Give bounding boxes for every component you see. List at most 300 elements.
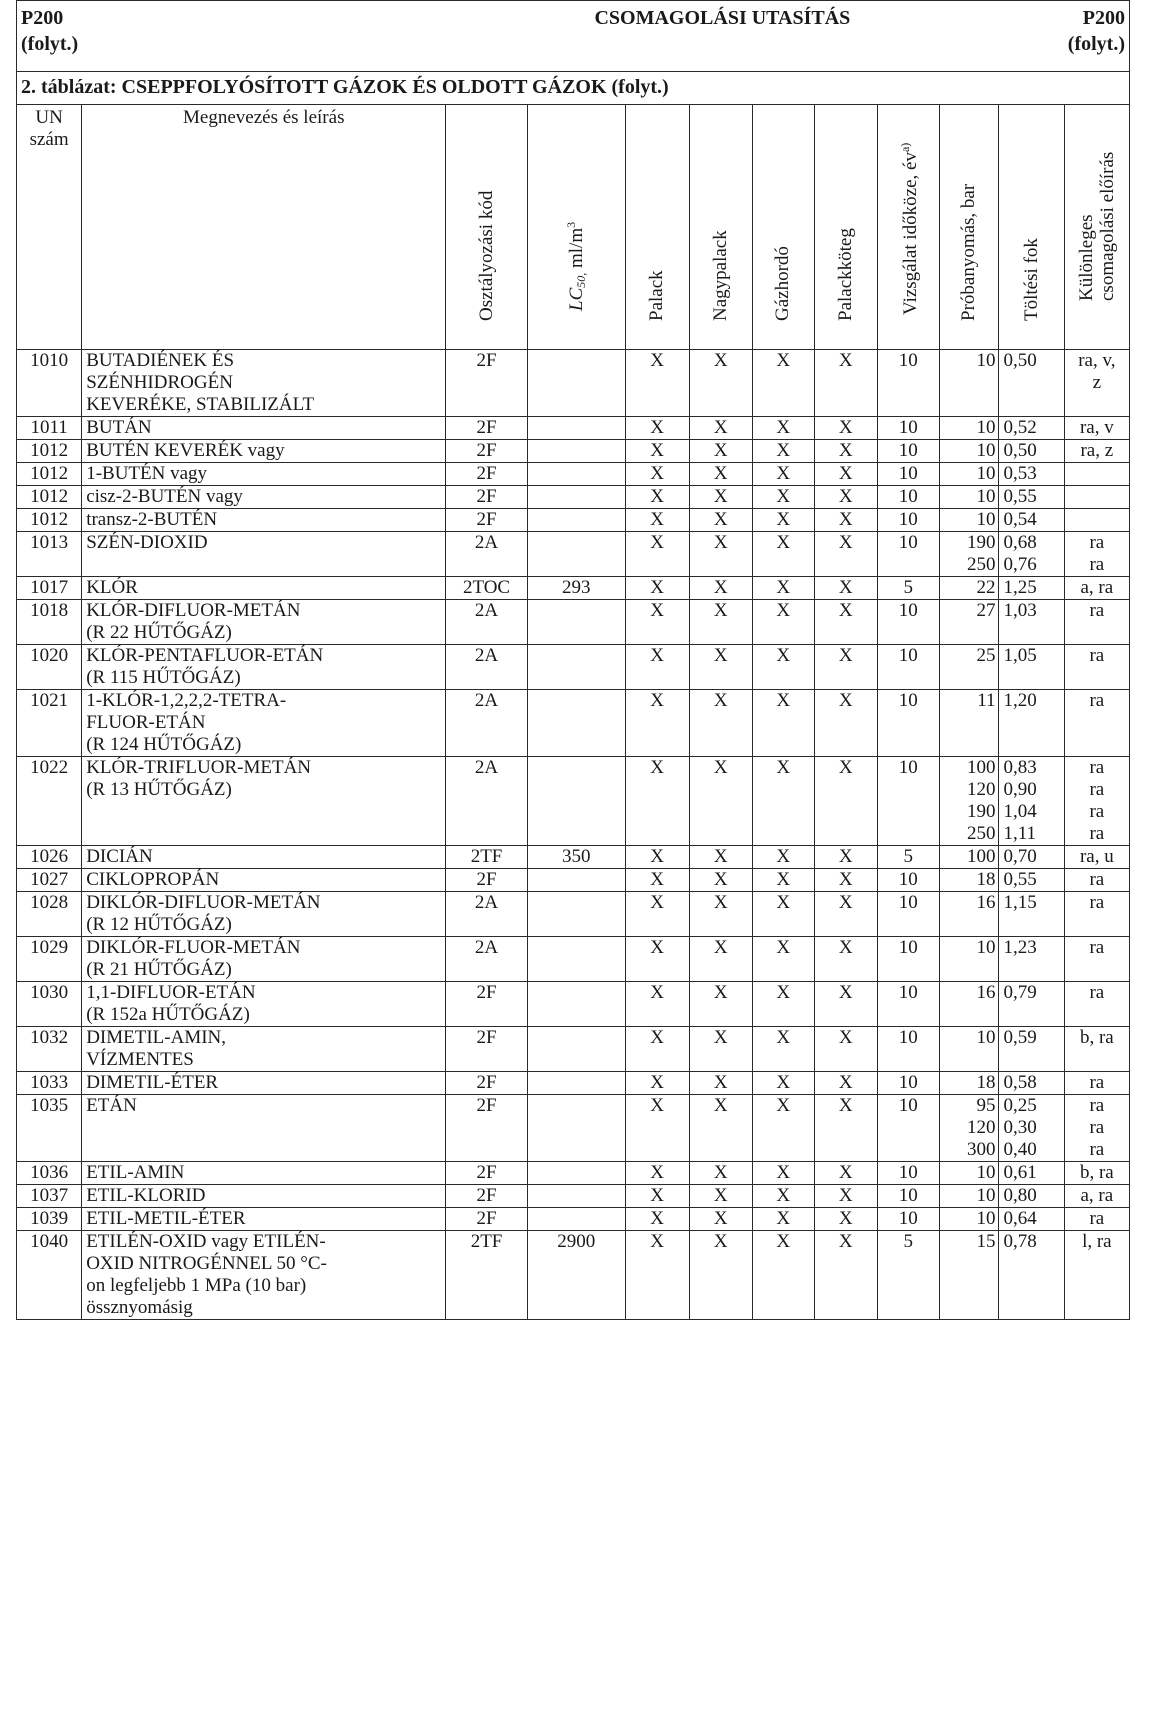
cell-nagypalack: X bbox=[689, 937, 752, 982]
cell-vizsgalat: 10 bbox=[877, 645, 939, 690]
cell-name bbox=[82, 892, 446, 937]
cell-toltesi-line: 1,05 bbox=[1003, 645, 1037, 666]
cell-kulonleges bbox=[1064, 1162, 1129, 1185]
cell-lc50 bbox=[527, 463, 625, 486]
cell-toltesi-line: 0,79 bbox=[1003, 982, 1037, 1003]
cell-name bbox=[82, 645, 446, 690]
cell-un: 1030 bbox=[17, 982, 82, 1027]
table-row bbox=[17, 463, 1130, 486]
cell-toltesi bbox=[999, 463, 1064, 486]
cell-palackkoteg: X bbox=[814, 440, 877, 463]
cell-palack: X bbox=[625, 509, 689, 532]
cell-vizsgalat: 10 bbox=[877, 486, 939, 509]
cell-toltesi bbox=[999, 1027, 1064, 1072]
cell-toltesi-line: 0,59 bbox=[1003, 1027, 1037, 1048]
cell-probanyomas bbox=[939, 690, 999, 757]
cell-nagypalack: X bbox=[689, 486, 752, 509]
table-title: 2. táblázat: CSEPPFOLYÓSÍTOTT GÁZOK ÉS OLDOTT GÁZOK (folyt.) bbox=[17, 72, 1130, 105]
cell-kulonleges bbox=[1064, 869, 1129, 892]
cell-vizsgalat: 10 bbox=[877, 1072, 939, 1095]
cell-toltesi-line: 1,20 bbox=[1003, 690, 1037, 711]
cell-name-line: ETIL-AMIN bbox=[86, 1162, 185, 1183]
cell-probanyomas-line: 190 bbox=[966, 801, 996, 822]
cell-kulonleges-line: ra bbox=[1089, 1208, 1105, 1229]
cell-toltesi-line: 0,55 bbox=[1003, 486, 1037, 507]
cell-un: 1039 bbox=[17, 1208, 82, 1231]
cell-toltesi-line: 1,23 bbox=[1003, 937, 1037, 958]
cell-name-line: VÍZMENTES bbox=[86, 1049, 194, 1070]
cell-gazhordo: X bbox=[752, 463, 814, 486]
cell-class-code: 2F bbox=[446, 1208, 528, 1231]
cell-palack: X bbox=[625, 1208, 689, 1231]
cell-class-code: 2A bbox=[446, 645, 528, 690]
cell-lc50 bbox=[527, 417, 625, 440]
cell-palack: X bbox=[625, 645, 689, 690]
table-row bbox=[17, 982, 1130, 1027]
cell-probanyomas-line: 10 bbox=[976, 486, 996, 507]
cell-palack: X bbox=[625, 1095, 689, 1162]
cell-nagypalack: X bbox=[689, 892, 752, 937]
cell-nagypalack: X bbox=[689, 600, 752, 645]
cell-name-line: össznyomásig bbox=[86, 1297, 193, 1318]
cell-toltesi bbox=[999, 486, 1064, 509]
cell-probanyomas-line: 250 bbox=[966, 554, 996, 575]
cell-probanyomas-line: 10 bbox=[976, 1185, 996, 1206]
cell-toltesi-line: 1,04 bbox=[1003, 801, 1037, 822]
cell-palackkoteg: X bbox=[814, 350, 877, 417]
cell-probanyomas bbox=[939, 1231, 999, 1320]
cell-name-line: (R 13 HŰTŐGÁZ) bbox=[86, 779, 232, 800]
cell-probanyomas bbox=[939, 577, 999, 600]
col-header-palackkoteg-text: Palackköteg bbox=[834, 228, 856, 321]
cell-vizsgalat: 10 bbox=[877, 937, 939, 982]
page-title-text: CSOMAGOLÁSI UTASÍTÁS bbox=[594, 7, 851, 29]
cell-gazhordo: X bbox=[752, 1095, 814, 1162]
cell-probanyomas bbox=[939, 937, 999, 982]
cell-class-code: 2F bbox=[446, 1185, 528, 1208]
table-row bbox=[17, 532, 1130, 577]
cell-toltesi-line: 1,03 bbox=[1003, 600, 1037, 621]
cell-name bbox=[82, 690, 446, 757]
cell-vizsgalat: 10 bbox=[877, 690, 939, 757]
cell-toltesi-line: 0,25 bbox=[1003, 1095, 1037, 1116]
cell-lc50 bbox=[527, 982, 625, 1027]
cell-kulonleges-line: ra bbox=[1089, 532, 1105, 553]
cell-palackkoteg: X bbox=[814, 892, 877, 937]
cell-class-code: 2F bbox=[446, 1027, 528, 1072]
cell-palackkoteg: X bbox=[814, 1162, 877, 1185]
col-header-name: Megnevezés és leírás bbox=[82, 105, 446, 350]
cell-probanyomas bbox=[939, 600, 999, 645]
cell-lc50 bbox=[527, 892, 625, 937]
cell-name bbox=[82, 869, 446, 892]
cell-nagypalack: X bbox=[689, 417, 752, 440]
cell-name bbox=[82, 600, 446, 645]
cell-name-line: 1,1-DIFLUOR-ETÁN bbox=[86, 982, 256, 1003]
cell-palack: X bbox=[625, 417, 689, 440]
cell-palackkoteg: X bbox=[814, 1208, 877, 1231]
cell-kulonleges bbox=[1064, 937, 1129, 982]
cell-class-code: 2F bbox=[446, 982, 528, 1027]
cell-nagypalack: X bbox=[689, 757, 752, 846]
cell-kulonleges bbox=[1064, 892, 1129, 937]
cell-name-line: BUTÉN KEVERÉK vagy bbox=[86, 440, 285, 461]
table-row bbox=[17, 1095, 1130, 1162]
page-header-row bbox=[17, 1, 1130, 72]
cell-name-line: ETIL-KLORID bbox=[86, 1185, 206, 1206]
cell-toltesi-line: 0,68 bbox=[1003, 532, 1037, 553]
cell-palack: X bbox=[625, 690, 689, 757]
cell-lc50 bbox=[527, 1185, 625, 1208]
cell-toltesi-line: 1,11 bbox=[1003, 823, 1037, 844]
cell-name-line: transz-2-BUTÉN bbox=[86, 509, 218, 530]
col-header-vizsgalat-text bbox=[894, 143, 922, 315]
cell-toltesi bbox=[999, 600, 1064, 645]
cell-un: 1018 bbox=[17, 600, 82, 645]
table-row bbox=[17, 600, 1130, 645]
cell-name-line: KLÓR-DIFLUOR-METÁN bbox=[86, 600, 301, 621]
cell-probanyomas-line: 10 bbox=[976, 440, 996, 461]
cell-toltesi bbox=[999, 350, 1064, 417]
packing-table bbox=[16, 0, 1130, 1320]
cell-nagypalack: X bbox=[689, 846, 752, 869]
col-header-gazhordo bbox=[752, 105, 814, 350]
cell-toltesi-line: 0,54 bbox=[1003, 509, 1037, 530]
cell-kulonleges-line: ra bbox=[1089, 1117, 1105, 1138]
col-header-palackkoteg bbox=[814, 105, 877, 350]
cell-vizsgalat: 10 bbox=[877, 440, 939, 463]
cell-un: 1026 bbox=[17, 846, 82, 869]
cell-name-line: (R 22 HŰTŐGÁZ) bbox=[86, 622, 232, 643]
cell-name bbox=[82, 486, 446, 509]
col-header-un-line1: UN bbox=[35, 107, 63, 128]
cell-name bbox=[82, 1027, 446, 1072]
cell-probanyomas bbox=[939, 532, 999, 577]
cell-toltesi-line: 1,25 bbox=[1003, 577, 1037, 598]
cell-nagypalack: X bbox=[689, 509, 752, 532]
cell-kulonleges-line: ra, u bbox=[1079, 846, 1114, 867]
cell-vizsgalat: 10 bbox=[877, 1185, 939, 1208]
cell-vizsgalat: 10 bbox=[877, 350, 939, 417]
cell-class-code: 2F bbox=[446, 1095, 528, 1162]
cell-gazhordo: X bbox=[752, 1027, 814, 1072]
cell-class-code: 2A bbox=[446, 937, 528, 982]
cell-class-code: 2A bbox=[446, 892, 528, 937]
cell-un: 1012 bbox=[17, 509, 82, 532]
cell-vizsgalat: 10 bbox=[877, 463, 939, 486]
cell-kulonleges bbox=[1064, 982, 1129, 1027]
cell-nagypalack: X bbox=[689, 869, 752, 892]
cell-class-code: 2A bbox=[446, 532, 528, 577]
table-row bbox=[17, 645, 1130, 690]
col-header-class-code bbox=[446, 105, 528, 350]
table-row bbox=[17, 1072, 1130, 1095]
cell-un: 1012 bbox=[17, 440, 82, 463]
cell-probanyomas bbox=[939, 982, 999, 1027]
cell-probanyomas-line: 10 bbox=[976, 1162, 996, 1183]
lc50-unit: ml/m bbox=[566, 227, 588, 273]
cell-toltesi bbox=[999, 690, 1064, 757]
cell-name-line: CIKLOPROPÁN bbox=[86, 869, 220, 890]
cell-un: 1036 bbox=[17, 1162, 82, 1185]
cell-kulonleges-line: ra bbox=[1089, 1095, 1105, 1116]
cell-kulonleges bbox=[1064, 350, 1129, 417]
cell-toltesi bbox=[999, 1185, 1064, 1208]
cell-un: 1035 bbox=[17, 1095, 82, 1162]
cell-name-line: ETILÉN-OXID vagy ETILÉN- bbox=[86, 1231, 326, 1252]
cell-nagypalack: X bbox=[689, 982, 752, 1027]
cell-kulonleges-line: ra bbox=[1089, 600, 1105, 621]
cell-lc50 bbox=[527, 1208, 625, 1231]
cell-palackkoteg: X bbox=[814, 1095, 877, 1162]
cell-toltesi bbox=[999, 1208, 1064, 1231]
cell-vizsgalat: 10 bbox=[877, 1095, 939, 1162]
cell-nagypalack: X bbox=[689, 645, 752, 690]
cell-toltesi bbox=[999, 417, 1064, 440]
cell-gazhordo: X bbox=[752, 577, 814, 600]
cell-name-line: BUTÁN bbox=[86, 417, 152, 438]
cell-toltesi bbox=[999, 1095, 1064, 1162]
cell-palack: X bbox=[625, 869, 689, 892]
vizsgalat-label: Vizsgálat időköze, év bbox=[900, 152, 922, 315]
cell-lc50 bbox=[527, 645, 625, 690]
cell-toltesi-line: 0,53 bbox=[1003, 463, 1037, 484]
cell-gazhordo: X bbox=[752, 350, 814, 417]
cell-probanyomas-line: 300 bbox=[966, 1139, 996, 1160]
cell-gazhordo: X bbox=[752, 1162, 814, 1185]
cell-lc50: 293 bbox=[527, 577, 625, 600]
col-header-nagypalack-text: Nagypalack bbox=[709, 230, 731, 321]
cell-kulonleges bbox=[1064, 1208, 1129, 1231]
cell-name bbox=[82, 1185, 446, 1208]
cell-probanyomas bbox=[939, 1185, 999, 1208]
cell-toltesi bbox=[999, 869, 1064, 892]
cell-toltesi bbox=[999, 1072, 1064, 1095]
cell-un: 1020 bbox=[17, 645, 82, 690]
cell-probanyomas bbox=[939, 1162, 999, 1185]
cell-toltesi-line: 0,50 bbox=[1003, 440, 1037, 461]
cell-palackkoteg: X bbox=[814, 690, 877, 757]
cell-nagypalack: X bbox=[689, 1185, 752, 1208]
cell-palack: X bbox=[625, 1072, 689, 1095]
cell-palackkoteg: X bbox=[814, 577, 877, 600]
cell-palackkoteg: X bbox=[814, 645, 877, 690]
col-header-toltesi-text: Töltési fok bbox=[1020, 238, 1042, 321]
cell-vizsgalat: 10 bbox=[877, 509, 939, 532]
cell-name bbox=[82, 577, 446, 600]
page-title bbox=[446, 1, 999, 72]
cell-toltesi-line: 0,55 bbox=[1003, 869, 1037, 890]
kulonleges-line1: Különleges bbox=[1075, 214, 1097, 301]
cell-un: 1012 bbox=[17, 463, 82, 486]
table-row bbox=[17, 1027, 1130, 1072]
cell-palackkoteg: X bbox=[814, 937, 877, 982]
cell-nagypalack: X bbox=[689, 1162, 752, 1185]
cell-name bbox=[82, 440, 446, 463]
cell-class-code: 2TF bbox=[446, 1231, 528, 1320]
cell-probanyomas-line: 250 bbox=[966, 823, 996, 844]
table-row bbox=[17, 417, 1130, 440]
cell-toltesi bbox=[999, 532, 1064, 577]
cell-probanyomas-line: 120 bbox=[966, 1117, 996, 1138]
cell-vizsgalat: 10 bbox=[877, 1027, 939, 1072]
cell-vizsgalat: 10 bbox=[877, 869, 939, 892]
cell-lc50 bbox=[527, 600, 625, 645]
cell-gazhordo: X bbox=[752, 982, 814, 1027]
cell-palackkoteg: X bbox=[814, 869, 877, 892]
table-title-row bbox=[17, 72, 1130, 105]
cell-un: 1013 bbox=[17, 532, 82, 577]
cell-probanyomas-line: 10 bbox=[976, 463, 996, 484]
cell-nagypalack: X bbox=[689, 577, 752, 600]
cell-palackkoteg: X bbox=[814, 1185, 877, 1208]
cell-palack: X bbox=[625, 1185, 689, 1208]
cell-vizsgalat: 10 bbox=[877, 982, 939, 1027]
cell-palack: X bbox=[625, 757, 689, 846]
cell-un: 1017 bbox=[17, 577, 82, 600]
cell-vizsgalat: 10 bbox=[877, 417, 939, 440]
table-row bbox=[17, 440, 1130, 463]
kulonleges-line2: csomagolási előírás bbox=[1096, 151, 1118, 301]
cell-class-code: 2A bbox=[446, 690, 528, 757]
cell-name-line: (R 152a HŰTŐGÁZ) bbox=[86, 1004, 250, 1025]
col-header-probanyomas bbox=[939, 105, 999, 350]
cell-toltesi bbox=[999, 509, 1064, 532]
cell-name-line: KLÓR bbox=[86, 577, 138, 598]
cell-kulonleges bbox=[1064, 509, 1129, 532]
table-row bbox=[17, 486, 1130, 509]
cell-kulonleges-line: ra, v bbox=[1079, 417, 1114, 438]
cell-probanyomas-line: 15 bbox=[976, 1231, 996, 1252]
cell-name-line: OXID NITROGÉNNEL 50 °C- bbox=[86, 1253, 327, 1274]
cell-name bbox=[82, 417, 446, 440]
cell-probanyomas-line: 22 bbox=[976, 577, 996, 598]
cell-lc50 bbox=[527, 486, 625, 509]
cell-toltesi bbox=[999, 1231, 1064, 1320]
cell-class-code: 2TF bbox=[446, 846, 528, 869]
page-header-left bbox=[17, 1, 446, 72]
cell-palack: X bbox=[625, 532, 689, 577]
cell-name bbox=[82, 509, 446, 532]
cell-palack: X bbox=[625, 486, 689, 509]
table-row bbox=[17, 690, 1130, 757]
cell-probanyomas bbox=[939, 509, 999, 532]
cell-kulonleges bbox=[1064, 1072, 1129, 1095]
table-row bbox=[17, 509, 1130, 532]
lc50-prefix: LC bbox=[566, 287, 588, 311]
cell-name bbox=[82, 757, 446, 846]
cell-name-line: on legfeljebb 1 MPa (10 bar) bbox=[86, 1275, 307, 1296]
col-header-palack bbox=[625, 105, 689, 350]
cell-kulonleges bbox=[1064, 577, 1129, 600]
cell-kulonleges bbox=[1064, 1027, 1129, 1072]
cell-name-line: KEVERÉKE, STABILIZÁLT bbox=[86, 394, 315, 415]
cell-nagypalack: X bbox=[689, 532, 752, 577]
cell-class-code: 2F bbox=[446, 417, 528, 440]
table-row bbox=[17, 937, 1130, 982]
cell-name-line: ETIL-METIL-ÉTER bbox=[86, 1208, 246, 1229]
cell-kulonleges-line: l, ra bbox=[1082, 1231, 1112, 1252]
cell-gazhordo: X bbox=[752, 690, 814, 757]
cell-name bbox=[82, 350, 446, 417]
cell-probanyomas bbox=[939, 645, 999, 690]
table-row bbox=[17, 869, 1130, 892]
cell-kulonleges bbox=[1064, 600, 1129, 645]
cell-un: 1032 bbox=[17, 1027, 82, 1072]
cell-kulonleges bbox=[1064, 417, 1129, 440]
cell-class-code: 2TOC bbox=[446, 577, 528, 600]
cell-gazhordo: X bbox=[752, 1231, 814, 1320]
col-header-class-code-text: Osztályozási kód bbox=[475, 190, 497, 321]
col-header-nagypalack bbox=[689, 105, 752, 350]
cell-probanyomas-line: 11 bbox=[977, 690, 996, 711]
cell-palackkoteg: X bbox=[814, 1027, 877, 1072]
cell-name-line: KLÓR-PENTAFLUOR-ETÁN bbox=[86, 645, 324, 666]
cell-vizsgalat: 10 bbox=[877, 532, 939, 577]
col-header-un-line2: szám bbox=[29, 129, 69, 150]
cell-lc50 bbox=[527, 1027, 625, 1072]
table-row bbox=[17, 1185, 1130, 1208]
cell-kulonleges bbox=[1064, 1231, 1129, 1320]
table-row bbox=[17, 1231, 1130, 1320]
cell-toltesi-line: 0,64 bbox=[1003, 1208, 1037, 1229]
table-row bbox=[17, 350, 1130, 417]
cell-gazhordo: X bbox=[752, 509, 814, 532]
cell-toltesi-line: 0,30 bbox=[1003, 1117, 1037, 1138]
cell-palack: X bbox=[625, 892, 689, 937]
cell-class-code: 2F bbox=[446, 1072, 528, 1095]
cell-class-code: 2F bbox=[446, 509, 528, 532]
cell-nagypalack: X bbox=[689, 1072, 752, 1095]
cell-toltesi bbox=[999, 892, 1064, 937]
cell-toltesi-line: 0,40 bbox=[1003, 1139, 1037, 1160]
cell-gazhordo: X bbox=[752, 869, 814, 892]
cell-probanyomas bbox=[939, 486, 999, 509]
cell-palack: X bbox=[625, 440, 689, 463]
cell-lc50: 2900 bbox=[527, 1231, 625, 1320]
cell-kulonleges-line: a, ra bbox=[1080, 1185, 1114, 1206]
cell-lc50 bbox=[527, 440, 625, 463]
cell-name-line: DIMETIL-AMIN, bbox=[86, 1027, 227, 1048]
cell-kulonleges bbox=[1064, 757, 1129, 846]
cell-name bbox=[82, 1162, 446, 1185]
cell-kulonleges bbox=[1064, 1185, 1129, 1208]
cell-probanyomas-line: 16 bbox=[976, 982, 996, 1003]
cell-probanyomas bbox=[939, 1027, 999, 1072]
table-row bbox=[17, 1208, 1130, 1231]
cell-toltesi-line: 0,83 bbox=[1003, 757, 1037, 778]
cell-probanyomas-line: 95 bbox=[976, 1095, 996, 1116]
cell-toltesi-line: 0,80 bbox=[1003, 1185, 1037, 1206]
header-left-code: P200 bbox=[21, 7, 64, 29]
cell-gazhordo: X bbox=[752, 600, 814, 645]
cell-name-line: FLUOR-ETÁN bbox=[86, 712, 206, 733]
cell-kulonleges-line: ra bbox=[1089, 823, 1105, 844]
cell-toltesi-line: 0,76 bbox=[1003, 554, 1037, 575]
cell-probanyomas-line: 25 bbox=[976, 645, 996, 666]
cell-kulonleges bbox=[1064, 846, 1129, 869]
cell-kulonleges-line: ra bbox=[1089, 892, 1105, 913]
cell-kulonleges-line: ra bbox=[1089, 937, 1105, 958]
cell-vizsgalat: 5 bbox=[877, 846, 939, 869]
cell-probanyomas bbox=[939, 463, 999, 486]
cell-name-line: (R 21 HŰTŐGÁZ) bbox=[86, 959, 232, 980]
cell-name-line: 1-KLÓR-1,2,2,2-TETRA- bbox=[86, 690, 287, 711]
cell-toltesi bbox=[999, 1162, 1064, 1185]
cell-kulonleges-line: ra bbox=[1089, 1139, 1105, 1160]
cell-nagypalack: X bbox=[689, 1027, 752, 1072]
cell-kulonleges-line: ra bbox=[1089, 869, 1105, 890]
